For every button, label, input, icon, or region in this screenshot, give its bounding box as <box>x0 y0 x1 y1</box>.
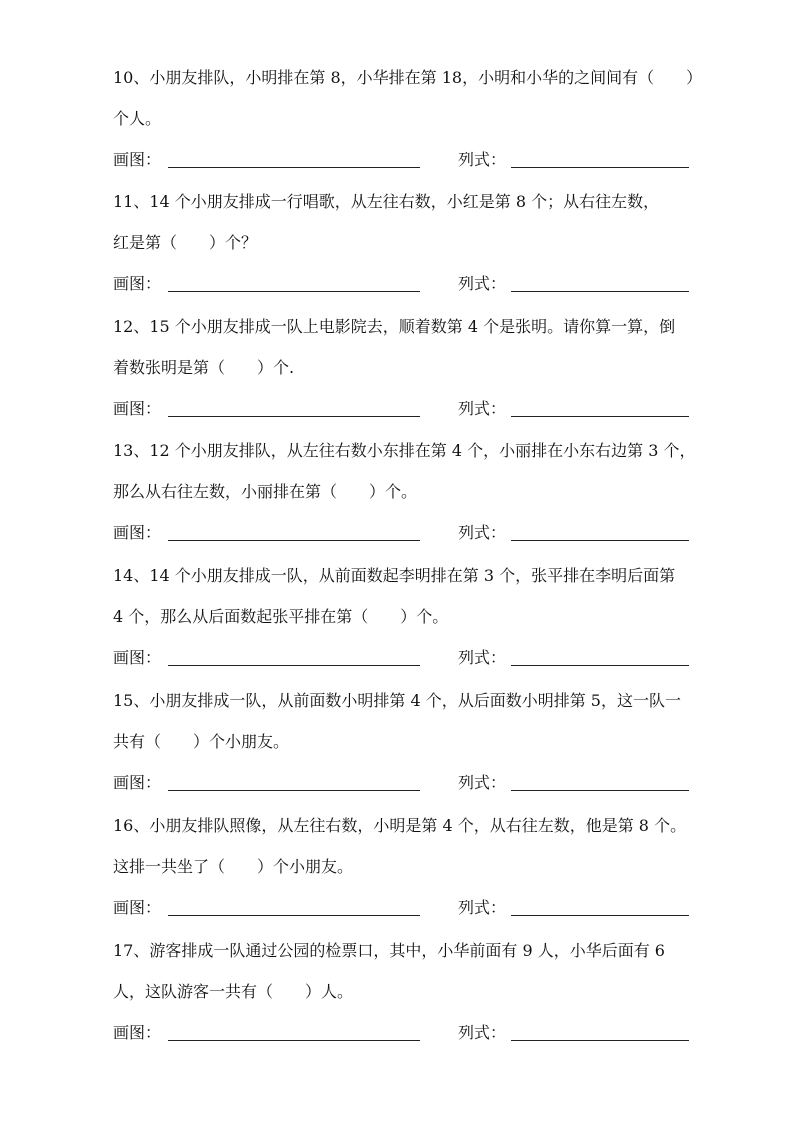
draw-answer-blank[interactable] <box>168 416 420 417</box>
draw-label: 画图： <box>113 274 162 293</box>
equation-label: 列式： <box>458 648 507 667</box>
draw-answer-blank[interactable] <box>168 915 420 916</box>
problem-13 <box>113 436 763 548</box>
question-line: 11、14 个小朋友排成一行唱歌，从左往右数，小红是第 8 个；从右往左数， <box>113 192 660 211</box>
draw-label: 画图： <box>113 898 162 917</box>
draw-label: 画图： <box>113 150 162 169</box>
answer-row <box>113 768 763 798</box>
problem-11 <box>113 187 763 299</box>
equation-answer-blank[interactable] <box>511 915 689 916</box>
equation-answer-blank[interactable] <box>511 416 689 417</box>
draw-answer-blank[interactable] <box>168 167 420 168</box>
equation-answer-blank[interactable] <box>511 665 689 666</box>
question-line: 这排一共坐了（ ）个小朋友。 <box>113 857 354 876</box>
draw-answer-blank[interactable] <box>168 1040 420 1041</box>
equation-label: 列式： <box>458 773 507 792</box>
equation-label: 列式： <box>458 898 507 917</box>
answer-row <box>113 518 763 548</box>
equation-answer-blank[interactable] <box>511 167 689 168</box>
equation-label: 列式： <box>458 399 507 418</box>
question-line: 10、小朋友排队，小明排在第 8，小华排在第 18，小明和小华的之间间有（ ） <box>113 68 703 87</box>
draw-answer-blank[interactable] <box>168 790 420 791</box>
question-line: 15、小朋友排成一队，从前面数小明排第 4 个，从后面数小明排第 5，这一队一 <box>113 691 681 710</box>
question-line: 13、12 个小朋友排队，从左往右数小东排在第 4 个，小丽排在小东右边第 3 个， <box>113 441 696 460</box>
answer-row <box>113 1018 763 1048</box>
equation-label: 列式： <box>458 523 507 542</box>
question-line: 16、小朋友排队照像，从左往右数，小明是第 4 个，从右往左数，他是第 8 个。 <box>113 816 687 835</box>
question-line: 4 个，那么从后面数起张平排在第（ ）个。 <box>113 607 449 626</box>
question-line: 14、14 个小朋友排成一队，从前面数起李明排在第 3 个，张平排在李明后面第 <box>113 566 676 585</box>
answer-row <box>113 643 763 673</box>
equation-answer-blank[interactable] <box>511 540 689 541</box>
question-line: 那么从右往左数，小丽排在第（ ）个。 <box>113 482 418 501</box>
equation-label: 列式： <box>458 1023 507 1042</box>
draw-answer-blank[interactable] <box>168 665 420 666</box>
problem-10 <box>113 63 763 175</box>
answer-row <box>113 269 763 299</box>
draw-answer-blank[interactable] <box>168 291 420 292</box>
answer-row <box>113 893 763 923</box>
draw-label: 画图： <box>113 523 162 542</box>
question-line: 红是第（ ）个？ <box>113 233 258 252</box>
answer-row <box>113 145 763 175</box>
draw-label: 画图： <box>113 773 162 792</box>
question-line: 17、游客排成一队通过公园的检票口，其中，小华前面有 9 人，小华后面有 6 <box>113 941 665 960</box>
problem-14 <box>113 561 763 673</box>
problem-16 <box>113 811 763 923</box>
equation-answer-blank[interactable] <box>511 291 689 292</box>
draw-label: 画图： <box>113 648 162 667</box>
equation-label: 列式： <box>458 274 507 293</box>
question-line: 12、15 个小朋友排成一队上电影院去，顺着数第 4 个是张明。请你算一算，倒 <box>113 317 676 336</box>
question-line: 着数张明是第（ ）个. <box>113 358 295 377</box>
question-line: 个人。 <box>113 109 162 128</box>
problem-12 <box>113 312 763 424</box>
problem-17 <box>113 936 763 1048</box>
draw-label: 画图： <box>113 1023 162 1042</box>
problem-15 <box>113 686 763 798</box>
equation-answer-blank[interactable] <box>511 790 689 791</box>
question-line: 共有（ ）个小朋友。 <box>113 732 290 751</box>
draw-label: 画图： <box>113 399 162 418</box>
draw-answer-blank[interactable] <box>168 540 420 541</box>
equation-label: 列式： <box>458 150 507 169</box>
answer-row <box>113 394 763 424</box>
equation-answer-blank[interactable] <box>511 1040 689 1041</box>
question-line: 人，这队游客一共有（ ）人。 <box>113 982 354 1001</box>
